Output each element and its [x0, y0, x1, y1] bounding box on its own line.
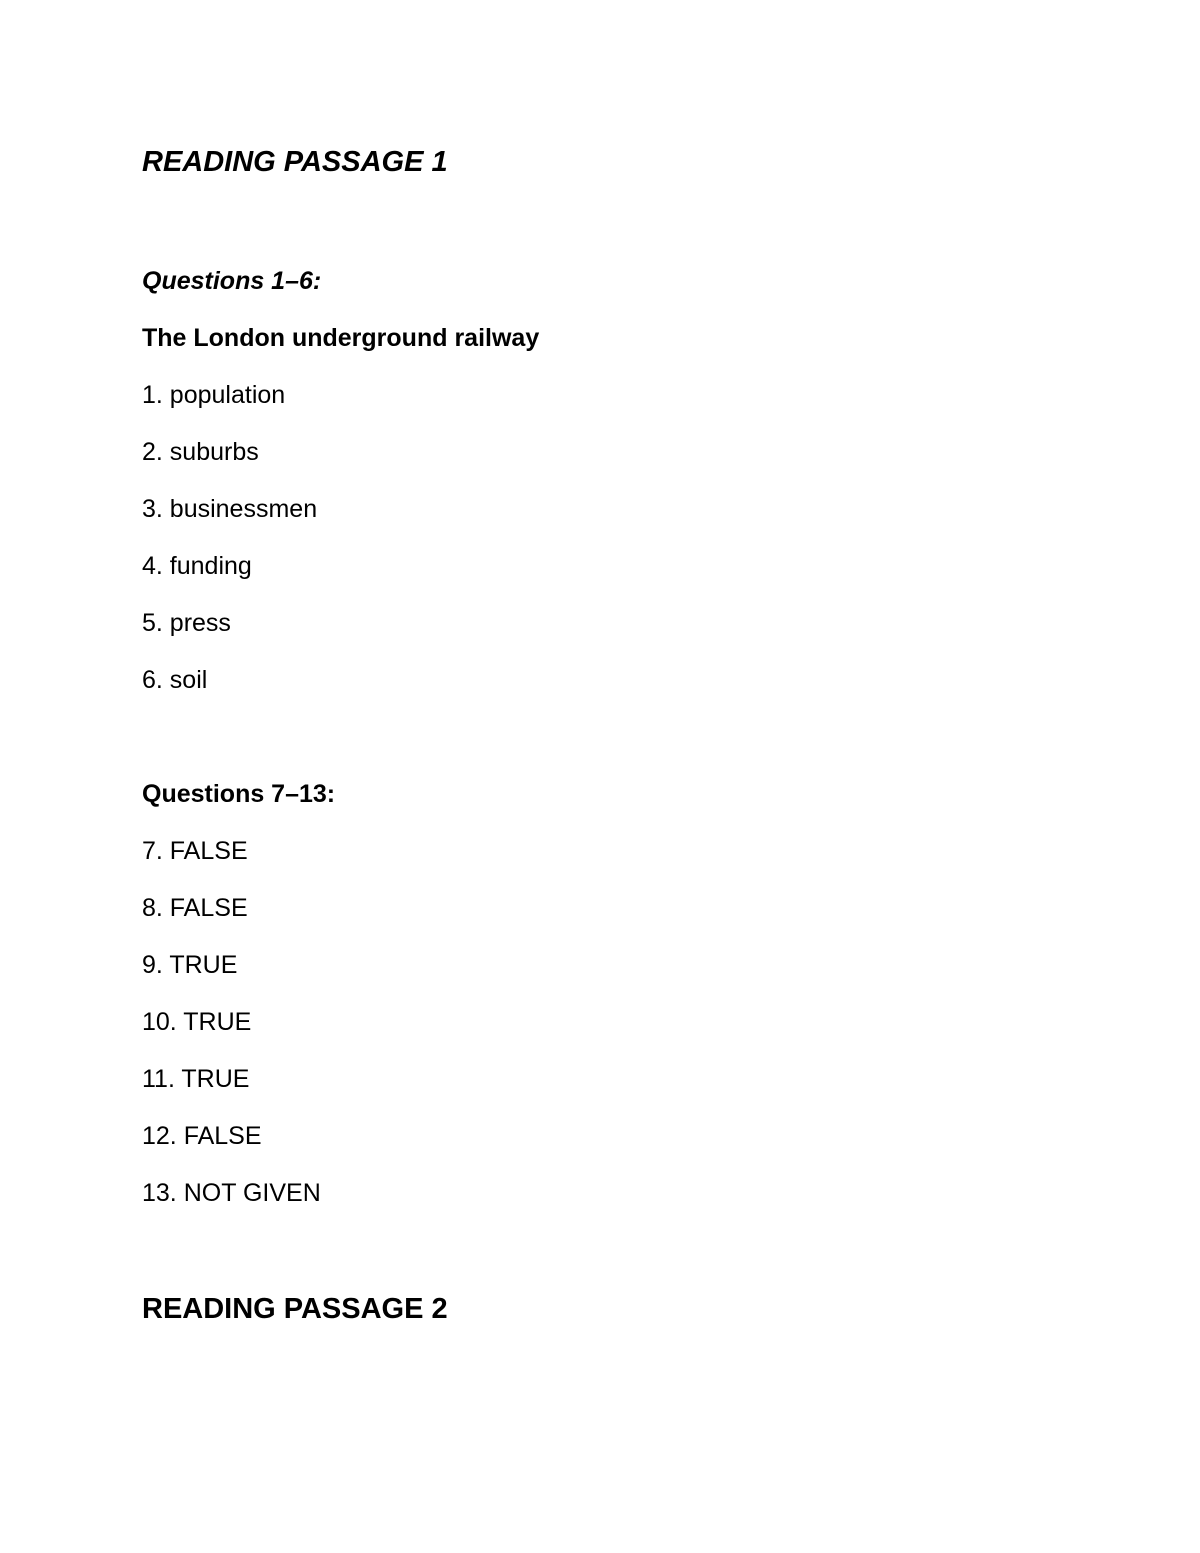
answer-item: 13. NOT GIVEN [142, 1179, 321, 1207]
answer-item: 4. funding [142, 552, 252, 580]
passage-2-heading: READING PASSAGE 2 [142, 1293, 448, 1325]
answer-item: 7. FALSE [142, 837, 248, 865]
passage-1-subtitle: The London underground railway [142, 324, 540, 352]
answer-item: 12. FALSE [142, 1122, 262, 1150]
questions-7-13-heading: Questions 7–13: [142, 780, 336, 808]
passage-1-heading: READING PASSAGE 1 [142, 146, 448, 178]
answer-item: 10. TRUE [142, 1008, 252, 1036]
answer-item: 1. population [142, 381, 286, 409]
answer-item: 9. TRUE [142, 951, 238, 979]
answer-item: 8. FALSE [142, 894, 248, 922]
answer-item: 11. TRUE [142, 1065, 250, 1093]
answer-item: 3. businessmen [142, 495, 318, 523]
questions-1-6-heading: Questions 1–6: [142, 267, 322, 295]
answer-item: 6. soil [142, 666, 208, 694]
answer-item: 2. suburbs [142, 438, 259, 466]
answer-item: 5. press [142, 609, 231, 637]
